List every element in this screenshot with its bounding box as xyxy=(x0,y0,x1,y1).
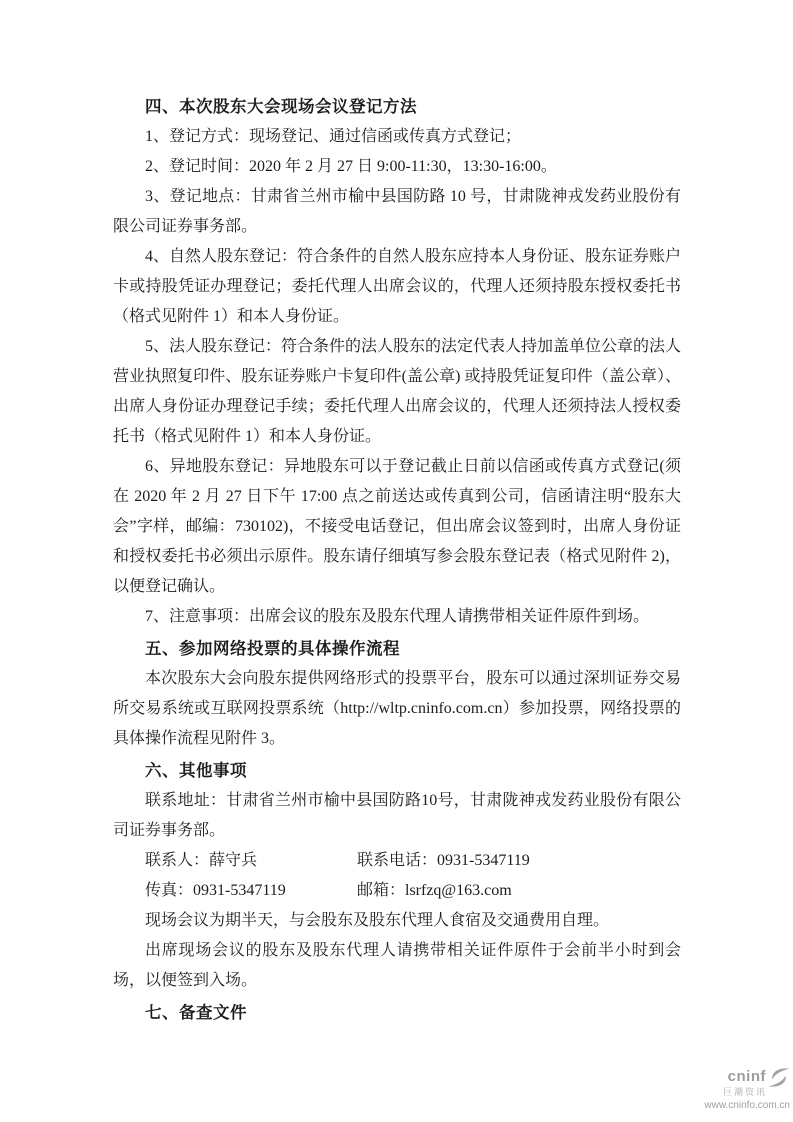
paragraph-online-voting: 本次股东大会向股东提供网络形式的投票平台，股东可以通过深圳证券交易所交易系统或互联网投票系统（http://wltp.cninfo.com.cn）参加投票，网络投票的具体操作流程见附件 3。 xyxy=(113,670,681,747)
contact-row-person-phone xyxy=(113,846,681,876)
contact-phone: 联系电话：0931-5347119 xyxy=(357,852,530,869)
paragraph-registration-place: 3、登记地点：甘肃省兰州市榆中县国防路 10 号，甘肃陇神戎发药业股份有限公司证券事务部。 xyxy=(113,188,681,235)
section-heading-registration-method: 四、本次股东大会现场会议登记方法 xyxy=(145,98,417,116)
paragraph-registration-way: 1、登记方式：现场登记、通过信函或传真方式登记； xyxy=(145,128,522,145)
paragraph-individual-shareholder: 4、自然人股东登记：符合条件的自然人股东应持本人身份证、股东证券账户卡或持股凭证办理登记；委托代理人出席会议的，代理人还须持股东授权委托书（格式见附件 1）和本人身份证。 xyxy=(113,248,682,325)
section-heading-online-voting: 五、参加网络投票的具体操作流程 xyxy=(145,640,400,658)
cninfo-logo xyxy=(704,1068,790,1111)
paragraph-contact-address: 联系地址：甘肃省兰州市榆中县国防路10号，甘肃陇神戎发药业股份有限公司证券事务部。 xyxy=(113,792,681,839)
document-body xyxy=(113,90,681,1028)
cninfo-logo-text: cninf xyxy=(727,1068,766,1086)
contact-person: 联系人：薛守兵 xyxy=(145,852,258,869)
paragraph-arrival-notice: 出席现场会议的股东及股东代理人请携带相关证件原件于会前半小时到会场，以便签到入场。 xyxy=(113,942,681,989)
paragraph-meeting-duration: 现场会议为期半天，与会股东及股东代理人食宿及交通费用自理。 xyxy=(145,912,610,929)
cninfo-swirl-icon xyxy=(768,1068,790,1087)
section-heading-reference-documents: 七、备查文件 xyxy=(145,1004,247,1022)
paragraph-corporate-shareholder: 5、法人股东登记：符合条件的法人股东的法定代表人持加盖单位公章的法人营业执照复印件、股东证券账户卡复印件(盖公章) 或持股凭证复印件（盖公章）、出席人身份证办理登记手续；委托代理人出席会议的，代理人还须持法人授权委托书（格式见附件 1）和本人身份证。 xyxy=(113,338,682,445)
paragraph-remote-shareholder: 6、异地股东登记：异地股东可以于登记截止日前以信函或传真方式登记(须在 2020 年 2 月 27 日下午 17:00 点之前送达或传真到公司，信函请注明“股东大会”字样，邮编：730102)，不接受电话登记，但出席会议签到时，出席人身份证和授权委托书必须出示原件。股东请仔细填写参会股东登记表（格式见附件 2)，以便登记确认。 xyxy=(113,458,681,595)
contact-row-fax-email xyxy=(113,876,681,906)
cninfo-logo-row xyxy=(704,1068,790,1087)
cninfo-logo-url: www.cninfo.com.cn xyxy=(704,1100,790,1111)
paragraph-registration-time: 2、登记时间：2020 年 2 月 27 日 9:00-11:30，13:30-16:00。 xyxy=(145,158,557,175)
contact-fax: 传真：0931-5347119 xyxy=(145,882,286,899)
contact-email: 邮箱：lsrfzq@163.com xyxy=(357,882,512,899)
paragraph-notes: 7、注意事项：出席会议的股东及股东代理人请携带相关证件原件到场。 xyxy=(145,608,650,625)
section-heading-other-matters: 六、其他事项 xyxy=(145,762,247,780)
cninfo-logo-chinese: 巨潮资讯 xyxy=(722,1087,767,1098)
